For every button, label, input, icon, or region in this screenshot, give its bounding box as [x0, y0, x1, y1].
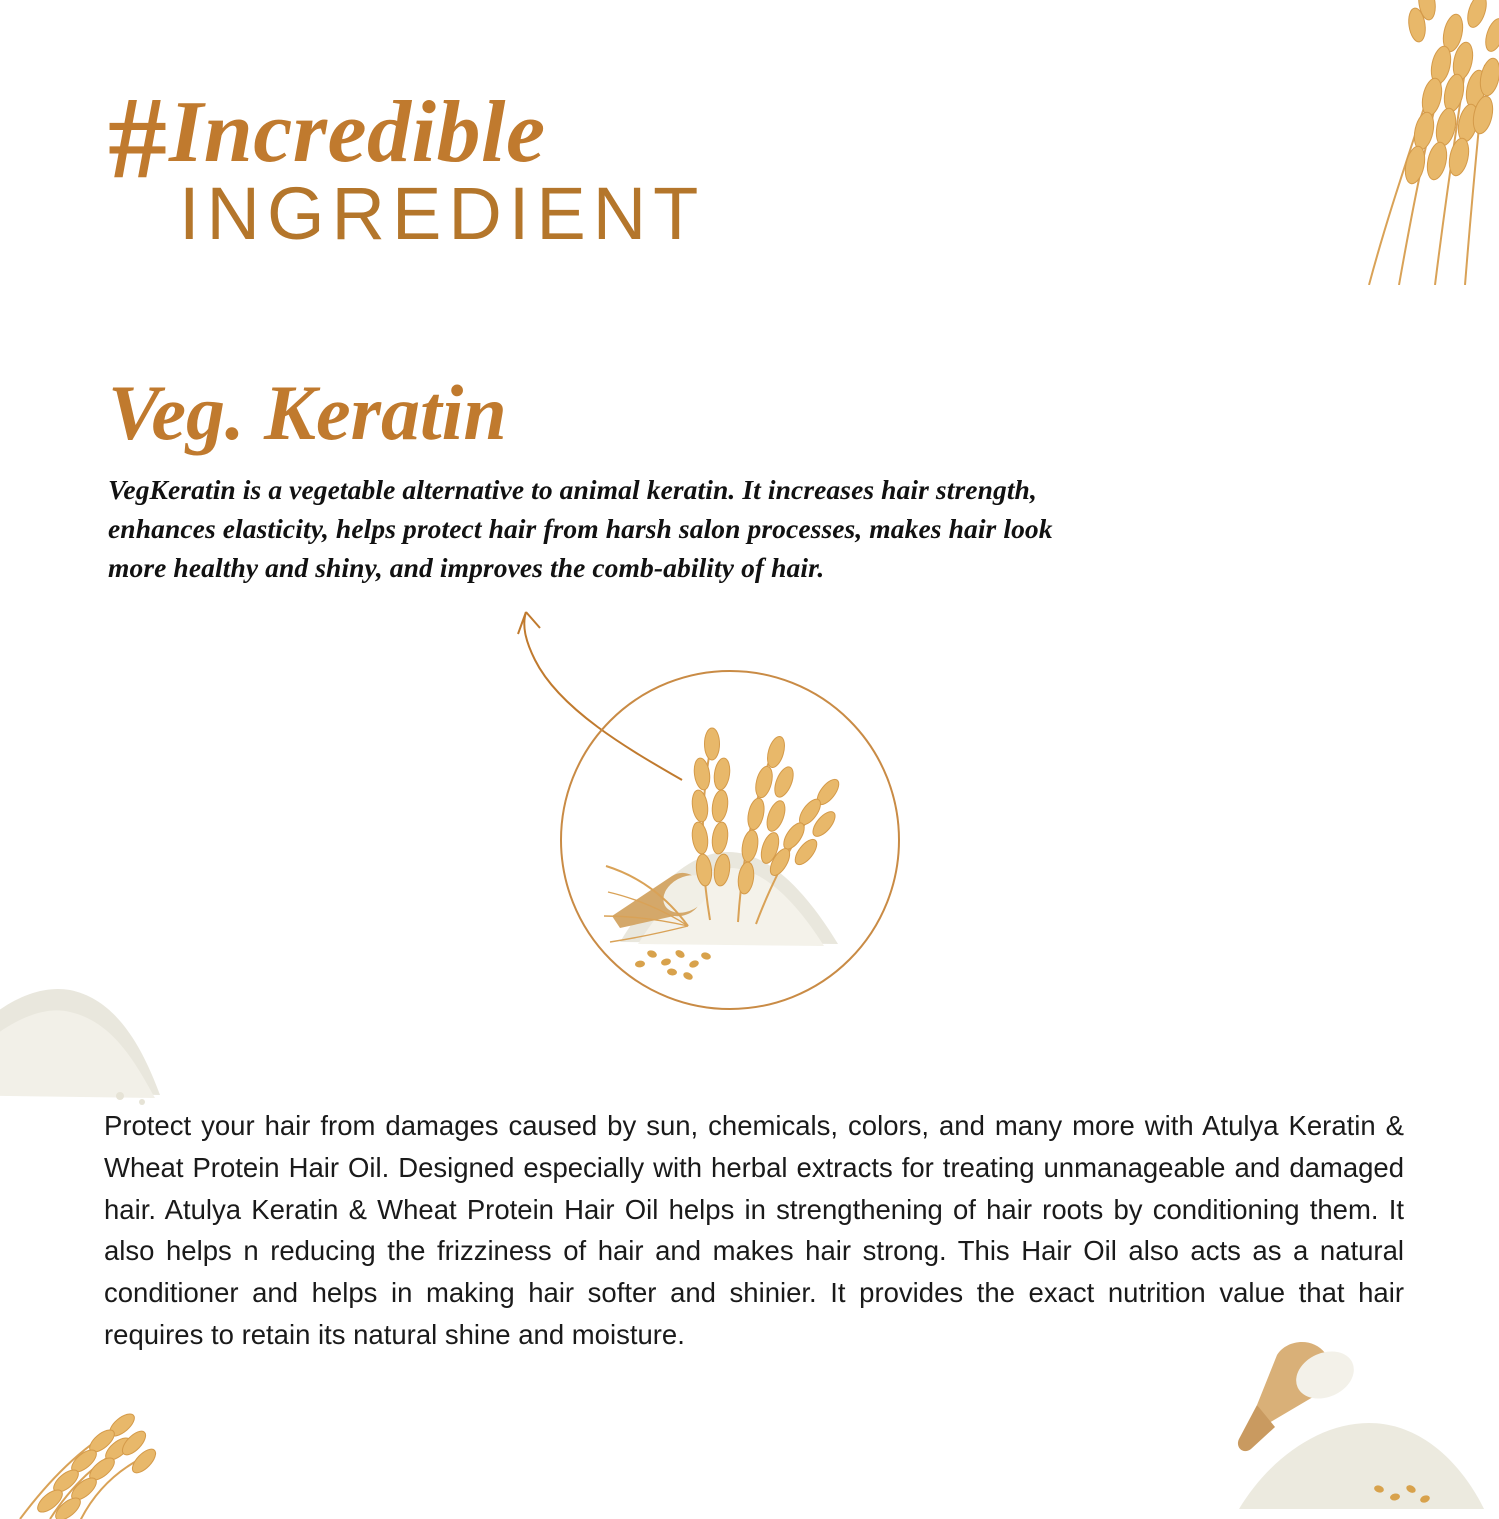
body-paragraph: Protect your hair from damages caused by sun, chemicals, colors, and many more with Atulya Keratin & Wheat Protein Hair Oil. Designed especially with herbal extracts for treating unmanageable and damaged hair. Atulya Keratin & Wheat Protein Hair Oil helps in strengthening of hair roots by conditioning them. It also helps n reducing the frizziness of hair and makes hair strong. This Hair Oil also acts as a natural conditioner and helps in making hair softer and shinier. It provides the exact nutrition value that hair requires to retain its natural shine and moisture.: [104, 1110, 1404, 1350]
flour-pile-icon: [0, 890, 190, 1110]
ingredient-description: VegKeratin is a vegetable alternative to animal keratin. It increases hair strength, enhances elasticity, helps protect hair from harsh salon processes, makes hair look more healthy and shiny, and improves the comb-ability of hair.: [108, 474, 1053, 584]
headline-word-incredible: Incredible: [169, 84, 546, 181]
headline-word-ingredient: INGREDIENT: [179, 172, 706, 255]
illustration-circle: [560, 670, 900, 1010]
headline-line-2: [108, 160, 705, 272]
wheat-stalks-bottom-icon: [10, 1339, 240, 1519]
wheat-and-flour-illustration: [560, 670, 900, 1010]
page-title: Veg. Keratin: [108, 369, 507, 456]
wheat-stalks-icon: [1249, 0, 1499, 285]
hash-symbol-icon: #: [108, 72, 165, 203]
headline-block: [108, 72, 1008, 255]
